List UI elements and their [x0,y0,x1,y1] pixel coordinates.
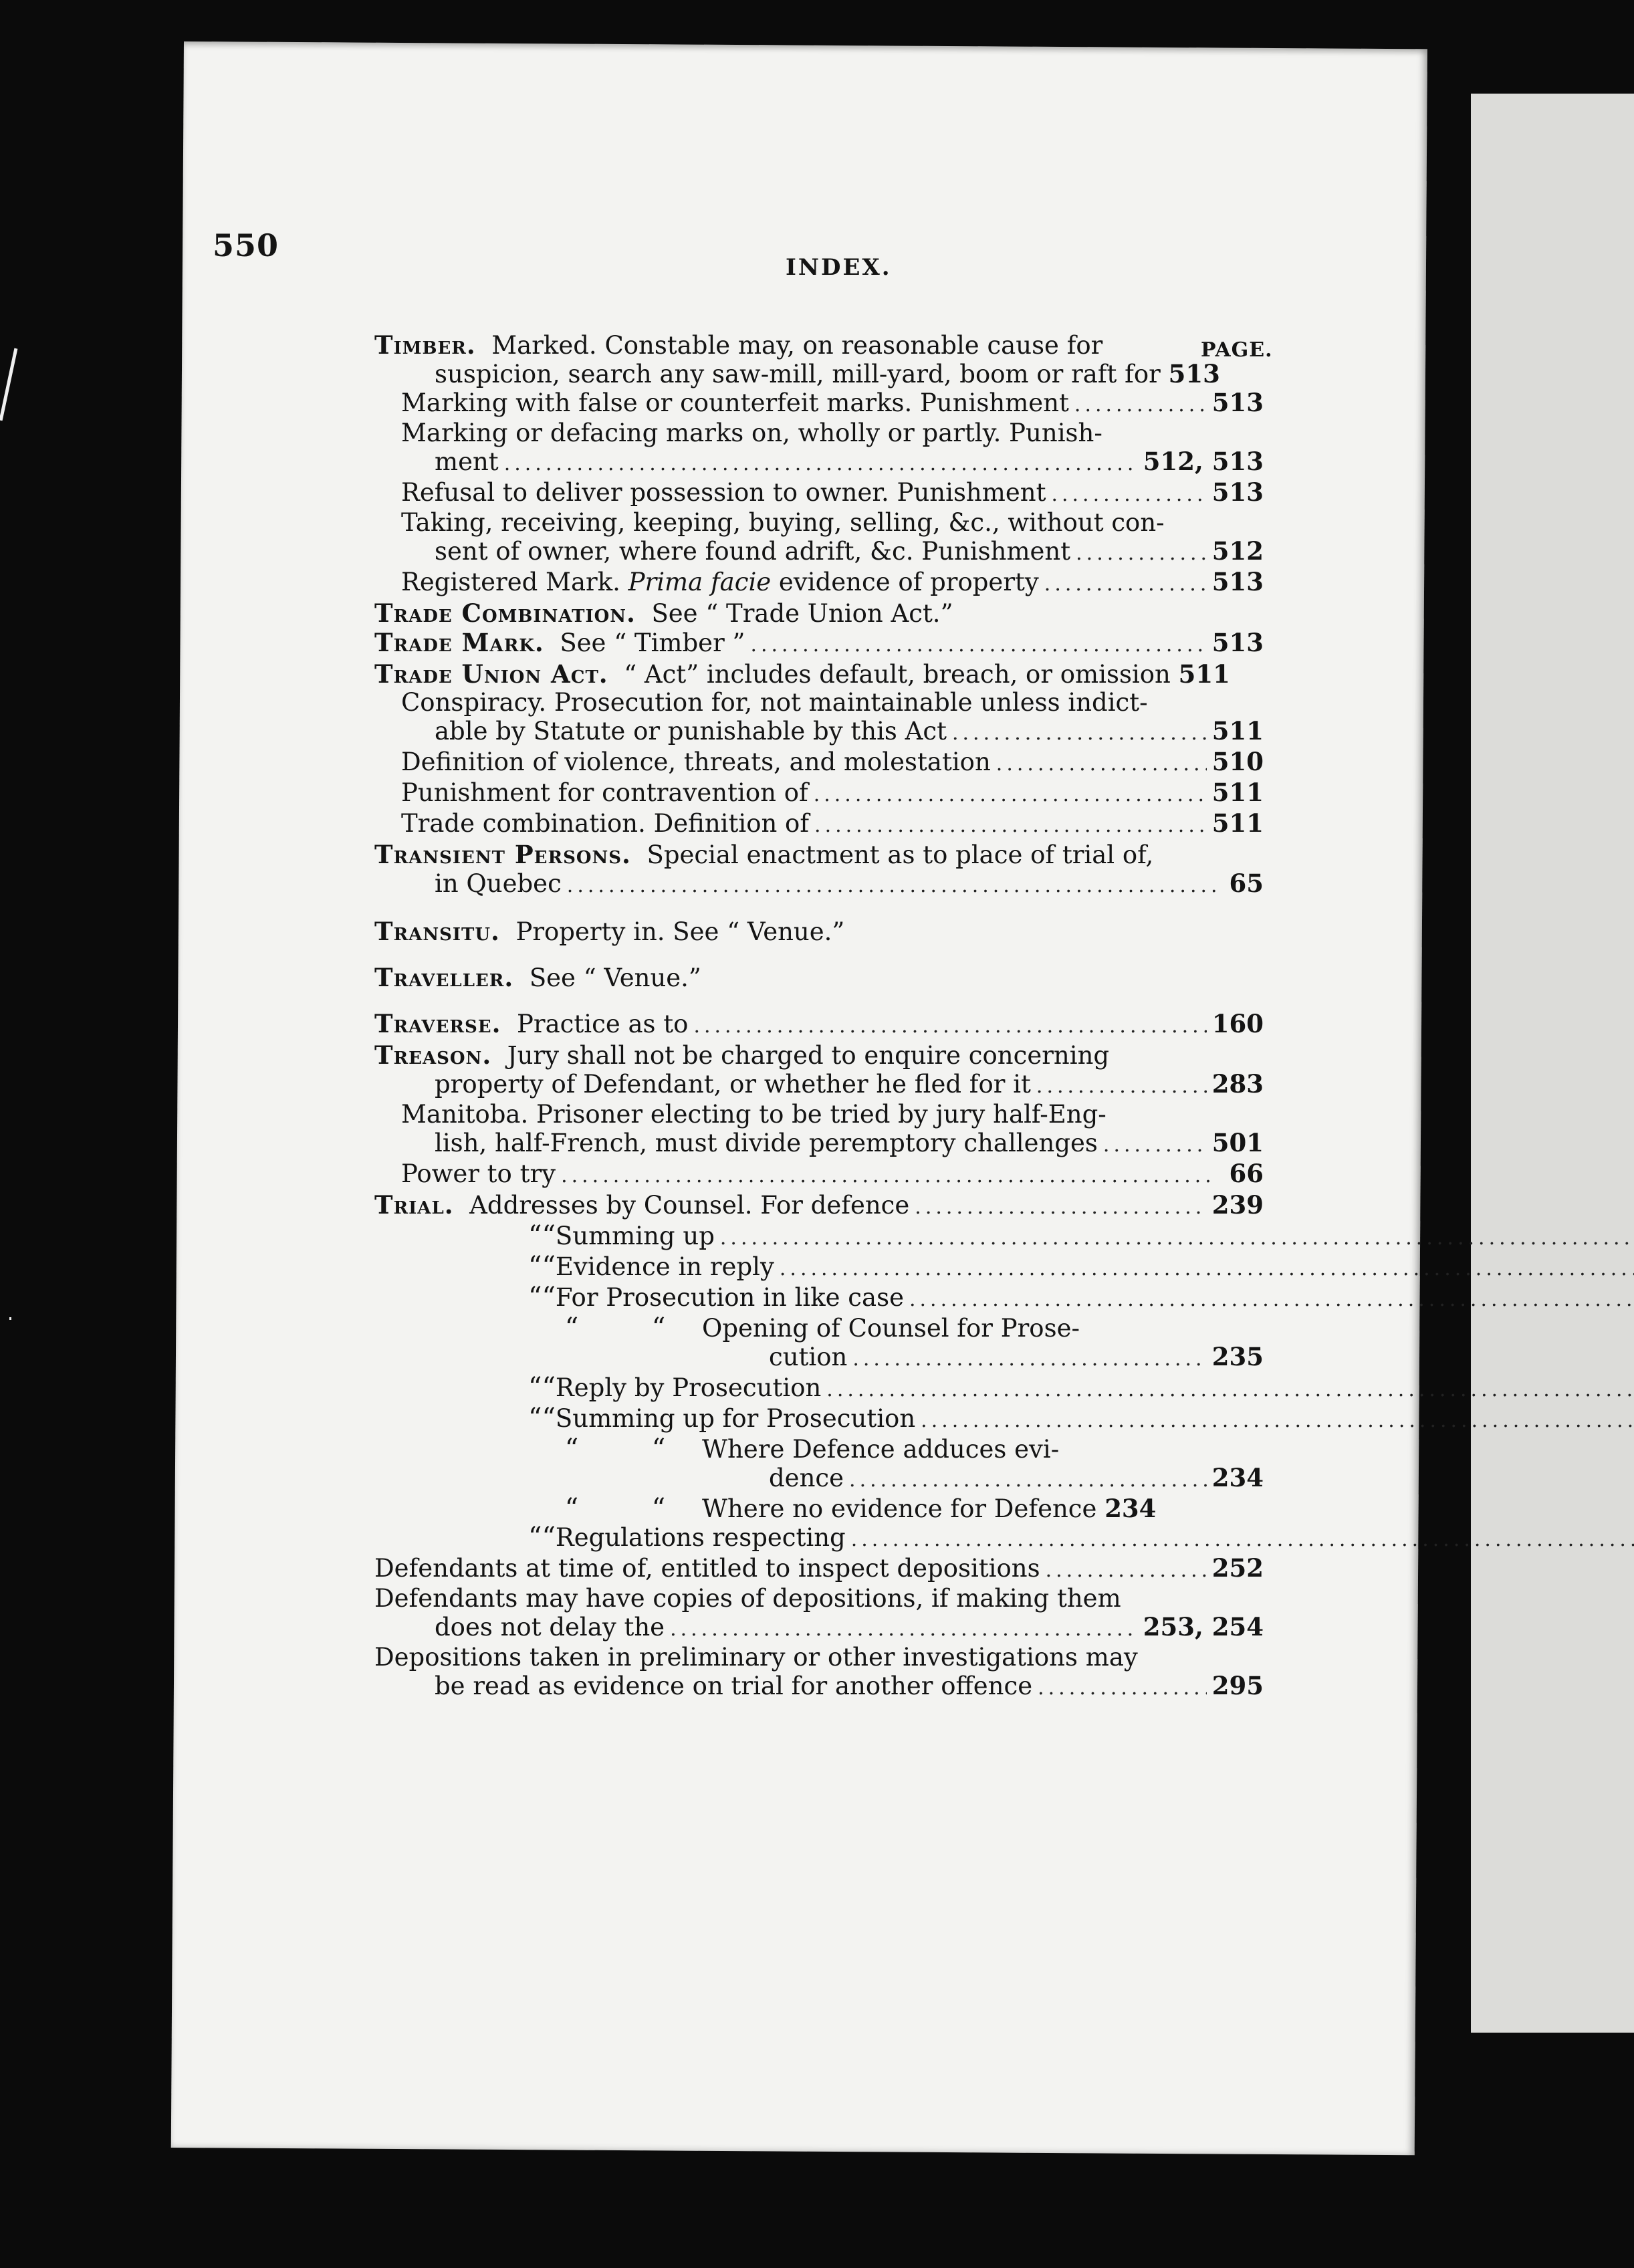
entry-term: Treason. [374,1040,492,1070]
page-ref: 160 [1211,1009,1264,1038]
subentry-text: Definition of violence, threats, and molestation [401,748,991,776]
page-ref: 295 [1211,1671,1264,1700]
subentry-text: Depositions taken in preliminary or other investigations may [374,1643,1138,1672]
page-ref: 239 [1211,1190,1264,1220]
index-list [374,331,1264,1702]
entry-text: Practice as to [517,1010,689,1038]
ditto-mark: “ [528,1372,542,1403]
page-ref: 235 [1211,1342,1264,1371]
ditto-mark: “ [651,1434,666,1464]
ditto-mark: “ [651,1493,666,1524]
subentry-text: Defendants may have copies of depositions, if making them [374,1584,1121,1613]
ditto-mark: “ [542,1522,556,1553]
subentry-text: Evidence in reply [555,1252,774,1281]
subentry-text: dence [769,1464,844,1492]
subentry-text: sent of owner, where found adrift, &c. Punishment [435,537,1071,566]
ditto-mark: “ [542,1220,556,1251]
subentry-text: able by Statute or punishable by this Act [435,717,947,746]
subentry-text: Marking or defacing marks on, wholly or partly. Punish- [401,419,1102,447]
page-ref: 252 [1211,1553,1264,1583]
subentry-text: Punishment for contravention of [401,778,808,807]
subentry-text: Summing up for Prosecution [555,1404,916,1433]
page-ref: 513 [1211,628,1264,657]
entry-text: See “ Trade Union Act.” [651,599,953,628]
ditto-mark: “ [651,1313,666,1343]
page-ref: 513 [1168,359,1220,388]
entry-term: Trade Mark. [374,628,544,657]
page-ref: 511 [1211,716,1264,746]
subentry-text: Conspiracy. Prosecution for, not maintainable unless indict- [401,688,1148,717]
subentry-text: cution [769,1343,848,1371]
subentry-text: Regulations respecting [555,1523,846,1552]
index-entry-transitu [374,917,1264,946]
entry-term: Trial. [374,1190,454,1220]
film-scratch [9,1317,11,1320]
adjacent-page-edge [1471,94,1634,2033]
ditto-mark: “ [528,1220,542,1251]
page-ref: 234 [1211,1463,1264,1492]
subentry-text: Defendants at time of, entitled to inspect depositions [374,1554,1040,1583]
index-entry-trial [374,1191,1264,1702]
page-ref: 513 [1211,567,1264,596]
subentry-text: Trade combination. Definition of [401,809,810,838]
index-entry-transient-persons [374,840,1264,900]
page-column-heading: PAGE. [1201,338,1273,362]
running-head: INDEX. [786,254,892,281]
film-scratch [0,348,17,421]
page-ref: 65 [1229,869,1264,898]
entry-text: property of Defendant, or whether he fled for it [435,1070,1031,1099]
subentry-text: Manitoba. Prisoner electing to be tried by jury half-Eng- [401,1100,1106,1129]
subentry-text: Where Defence adduces evi- [702,1435,1060,1464]
entry-text: suspicion, search any saw-mill, mill-yard, boom or raft for [435,360,1161,388]
subentry-text: Opening of Counsel for Prose- [702,1314,1080,1343]
entry-text: Special enactment as to place of trial of, [647,840,1154,869]
page-ref: 511 [1211,808,1264,838]
page-ref: 283 [1211,1069,1264,1099]
ditto-mark: “ [564,1313,579,1343]
index-entry-traveller [374,963,1264,992]
page-ref: 513 [1211,477,1264,507]
page-ref: 511 [1211,778,1264,807]
page-ref: 234 [1104,1494,1157,1523]
page-ref: 66 [1229,1159,1264,1188]
subentry-text: be read as evidence on trial for another offence [435,1672,1033,1700]
subentry-text: ment [435,447,499,476]
entry-text: “ Act” includes default, breach, or omission [624,660,1171,689]
subentry-text: lish, half-French, must divide peremptory challenges [435,1129,1098,1157]
entry-term: Transient Persons. [374,840,631,869]
ditto-mark: “ [528,1251,542,1282]
subentry-text: Refusal to deliver possession to owner. Punishment [401,478,1046,507]
ditto-mark: “ [528,1403,542,1434]
page-ref: 513 [1211,388,1264,417]
entry-term: Traverse. [374,1009,501,1038]
subentry-text: Where no evidence for Defence [702,1494,1097,1523]
page-ref: 512, 513 [1143,447,1264,476]
page-ref: 253, 254 [1143,1612,1264,1641]
subentry-text: Reply by Prosecution [555,1373,822,1402]
subentry-text: Marking with false or counterfeit marks. Punishment [401,388,1069,417]
index-entry-trade-mark [374,629,1264,659]
ditto-mark: “ [528,1522,542,1553]
entry-text: Addresses by Counsel. For defence [469,1191,910,1220]
ditto-mark: “ [542,1251,556,1282]
page-ref: 501 [1211,1128,1264,1157]
entry-text: Property in. See “ Venue.” [515,917,845,946]
page-ref: 512 [1211,536,1264,566]
subentry-text: does not delay the [435,1613,665,1641]
ditto-mark: “ [564,1434,579,1464]
subentry-text: Taking, receiving, keeping, buying, selling, &c., without con- [401,508,1165,537]
entry-term: Timber. [374,330,476,360]
entry-text: Jury shall not be charged to enquire concerning [507,1041,1110,1070]
entry-text: Marked. Constable may, on reasonable cause for [491,331,1103,360]
page-number: 550 [213,227,279,263]
ditto-mark: “ [528,1282,542,1313]
index-entry-traverse [374,1010,1264,1040]
index-entry-treason [374,1041,1264,1190]
page-ref: 510 [1211,747,1264,776]
index-entry-trade-combination [374,599,1264,628]
ditto-mark: “ [542,1403,556,1434]
subentry-text: For Prosecution in like case [555,1283,904,1312]
entry-text: See “ Venue.” [529,963,701,992]
subentry-text: Summing up [555,1222,715,1250]
index-entry-timber [374,331,1264,598]
entry-text: See “ Timber ” [560,629,745,657]
entry-text: in Quebec [435,869,562,898]
page-ref: 511 [1178,659,1230,689]
ditto-mark: “ [542,1372,556,1403]
entry-term: Transitu. [374,917,500,946]
ditto-mark: “ [564,1493,579,1524]
entry-term: Trade Union Act. [374,659,608,689]
index-entry-trade-union-act [374,660,1264,840]
subentry-text: Power to try [401,1159,556,1188]
subentry-text: Registered Mark. Prima facie evidence of property [401,568,1039,596]
entry-term: Traveller. [374,963,514,992]
ditto-mark: “ [542,1282,556,1313]
entry-term: Trade Combination. [374,598,636,628]
